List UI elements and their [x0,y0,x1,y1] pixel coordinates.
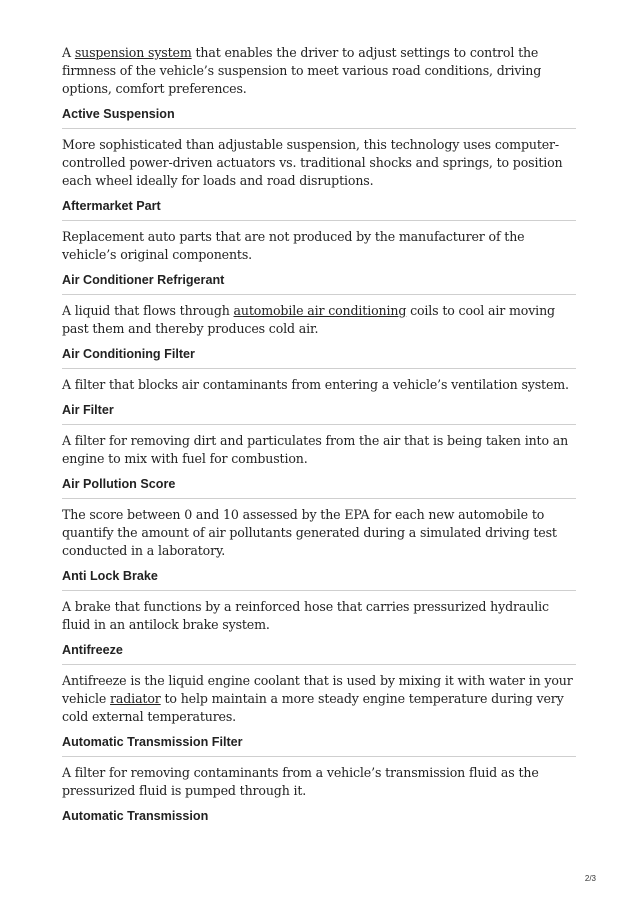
term-heading: Antifreeze [62,643,576,665]
term-heading: Active Suspension [62,107,576,129]
definition-text-pre: Antifreeze is the liquid engine coolant that is used by mixing it with water in your vehicle [62,673,573,706]
intro-text-pre: A [62,45,75,60]
term-definition: A filter for removing contaminants from a vehicle’s transmission fluid as the pressurized fluid is pumped through it. [62,765,539,798]
term-heading: Automatic Transmission Filter [62,735,576,757]
term-heading: Anti Lock Brake [62,569,576,591]
definition-text-pre: A liquid that flows through [62,303,234,318]
glossary-page [62,44,576,830]
term-heading: Air Pollution Score [62,477,576,499]
term-definition: Replacement auto parts that are not produced by the manufacturer of the vehicle’s original components. [62,229,525,262]
definition-text-post: coils to cool air moving past them and thereby produces cold air. [62,303,555,336]
automobile-air-conditioning-link[interactable]: automobile air conditioning [233,303,407,318]
term-definition: More sophisticated than adjustable suspension, this technology uses computer-controlled power-driven actuators vs. traditional shocks and springs, to position each wheel ideally for loads and road disruptions. [62,137,563,188]
term-heading: Air Conditioning Filter [62,347,576,369]
definition-text-post: to help maintain a more steady engine temperature during very cold external temperatures. [62,691,564,724]
term-heading: Air Conditioner Refrigerant [62,273,576,295]
term-heading: Automatic Transmission [62,809,209,823]
term-heading: Air Filter [62,403,576,425]
suspension-system-link[interactable]: suspension system [74,45,192,60]
term-definition [62,302,576,338]
term-definition [62,672,576,726]
intro-text-post: that enables the driver to adjust settings to control the firmness of the vehicle’s suspension to meet various road conditions, driving options, comfort preferences. [62,45,542,96]
term-heading: Aftermarket Part [62,199,576,221]
term-definition: The score between 0 and 10 assessed by the EPA for each new automobile to quantify the amount of air pollutants generated during a simulated driving test conducted in a laboratory. [62,507,557,558]
radiator-link[interactable]: radiator [110,691,161,706]
intro-definition [62,44,576,98]
term-definition: A brake that functions by a reinforced hose that carries pressurized hydraulic fluid in an antilock brake system. [62,599,549,632]
term-definition: A filter that blocks air contaminants from entering a vehicle’s ventilation system. [62,377,569,392]
term-definition: A filter for removing dirt and particulates from the air that is being taken into an engine to mix with fuel for combustion. [62,433,569,466]
page-number: 2/3 [584,874,596,883]
